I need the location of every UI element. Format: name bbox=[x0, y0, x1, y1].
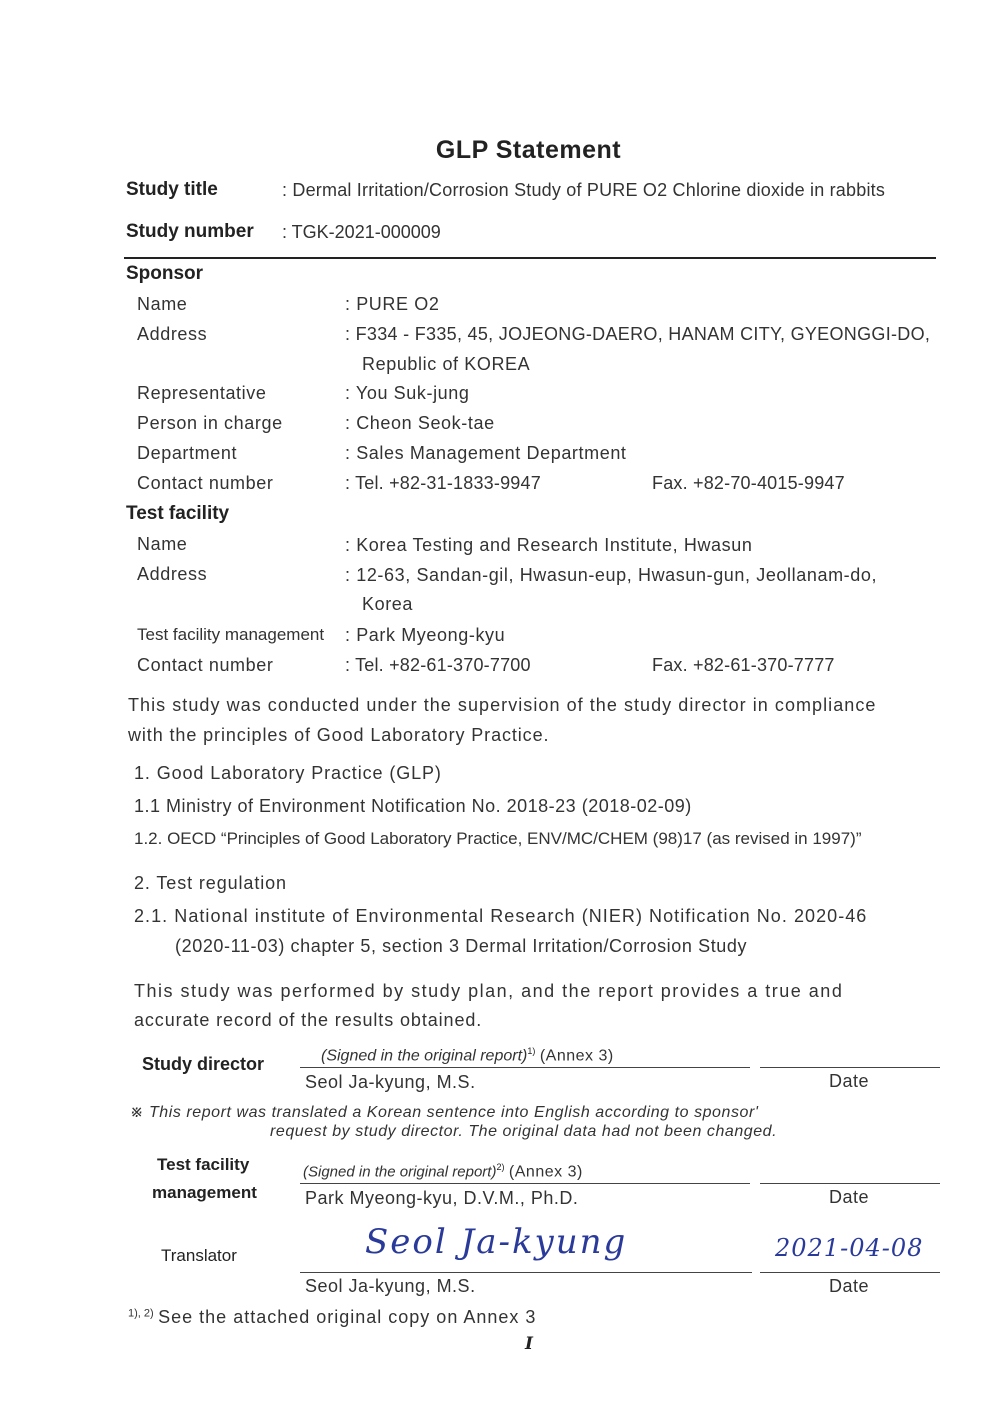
sponsor-address-label: Address bbox=[137, 324, 208, 344]
performed-line1: This study was performed by study plan, and the report provides a true and bbox=[134, 981, 844, 1001]
glp-item-2: 1.2. OECD “Principles of Good Laboratory Practice, ENV/MC/CHEM (98)17 (as revised in 1997)” bbox=[134, 829, 862, 848]
management-signature-line bbox=[300, 1183, 750, 1184]
translator-name: Seol Ja-kyung, M.S. bbox=[305, 1276, 476, 1296]
facility-heading: Test facility bbox=[126, 503, 230, 524]
translator-signature-line bbox=[300, 1272, 752, 1273]
sponsor-heading: Sponsor bbox=[126, 263, 204, 284]
translator-handwritten-date: 2021-04-08 bbox=[775, 1234, 924, 1262]
header-divider bbox=[124, 257, 936, 259]
management-annex: (Annex 3) bbox=[508, 1163, 583, 1181]
sponsor-name-label: Name bbox=[137, 294, 188, 314]
study-number-label: Study number bbox=[126, 221, 254, 242]
translator-date-label: Date bbox=[829, 1276, 870, 1296]
sponsor-person-label: Person in charge bbox=[137, 413, 283, 433]
sponsor-representative-value: : You Suk-jung bbox=[345, 383, 470, 403]
facility-address-line2: Korea bbox=[362, 594, 414, 614]
study-number-value: : TGK-2021-000009 bbox=[282, 222, 441, 242]
sponsor-address-line1: : F334 - F335, 45, JOJEONG-DAERO, HANAM CITY, GYEONGGI-DO, bbox=[345, 324, 931, 344]
regulation-heading: 2. Test regulation bbox=[134, 873, 287, 893]
facility-address-label: Address bbox=[137, 564, 208, 584]
director-label: Study director bbox=[142, 1054, 265, 1074]
management-signed-note bbox=[303, 1162, 583, 1181]
footnote bbox=[128, 1307, 536, 1328]
facility-name-value: : Korea Testing and Research Institute, Hwasun bbox=[345, 535, 753, 555]
facility-fax: Fax. +82-61-370-7777 bbox=[652, 655, 835, 675]
regulation-item-line1: 2.1. National institute of Environmental Research (NIER) Notification No. 2020-46 bbox=[134, 906, 868, 926]
glp-item-1: 1.1 Ministry of Environment Notification No. 2018-23 (2018-02-09) bbox=[134, 796, 692, 816]
statement-line2: with the principles of Good Laboratory Practice. bbox=[128, 725, 550, 745]
director-date-line bbox=[760, 1067, 940, 1068]
sponsor-contact-label: Contact number bbox=[137, 473, 274, 493]
facility-address-line1: : 12-63, Sandan-gil, Hwasun-eup, Hwasun-gun, Jeollanam-do, bbox=[345, 565, 878, 585]
sponsor-name-value: : PURE O2 bbox=[345, 294, 440, 314]
director-signature-line bbox=[300, 1067, 750, 1068]
management-name: Park Myeong-kyu, D.V.M., Ph.D. bbox=[305, 1188, 579, 1208]
page-number: I bbox=[525, 1334, 533, 1354]
sponsor-department-label: Department bbox=[137, 443, 238, 463]
sponsor-person-value: : Cheon Seok-tae bbox=[345, 413, 495, 433]
translator-date-line bbox=[760, 1272, 940, 1273]
facility-management-label: Test facility management bbox=[137, 625, 325, 644]
director-signed-text: (Signed in the original report) bbox=[321, 1047, 528, 1065]
management-label-line2: management bbox=[152, 1183, 257, 1202]
sponsor-tel: : Tel. +82-31-1833-9947 bbox=[345, 473, 541, 493]
footnote-text: See the attached original copy on Annex 3 bbox=[158, 1307, 537, 1327]
sponsor-department-value: : Sales Management Department bbox=[345, 443, 627, 463]
management-signed-text: (Signed in the original report) bbox=[303, 1163, 497, 1181]
sponsor-representative-label: Representative bbox=[137, 383, 267, 403]
page-title: GLP Statement bbox=[435, 136, 622, 164]
sponsor-address-line2: Republic of KOREA bbox=[362, 354, 531, 374]
translation-note-line2: request by study director. The original data had not been changed. bbox=[270, 1123, 778, 1140]
study-title-value: : Dermal Irritation/Corrosion Study of PURE O2 Chlorine dioxide in rabbits bbox=[282, 180, 886, 200]
study-title-label: Study title bbox=[126, 179, 218, 200]
management-footnote-mark: 2) bbox=[496, 1162, 505, 1172]
facility-name-label: Name bbox=[137, 534, 188, 554]
translation-note-line1: ※ This report was translated a Korean sentence into English according to sponsor' bbox=[130, 1104, 759, 1121]
management-date-line bbox=[760, 1183, 940, 1184]
footnote-marks: 1), 2) bbox=[128, 1307, 154, 1320]
facility-management-value: : Park Myeong-kyu bbox=[345, 625, 506, 645]
translator-label: Translator bbox=[161, 1246, 237, 1265]
regulation-item-line2: (2020-11-03) chapter 5, section 3 Dermal Irritation/Corrosion Study bbox=[175, 936, 748, 956]
glp-heading: 1. Good Laboratory Practice (GLP) bbox=[134, 763, 442, 783]
performed-line2: accurate record of the results obtained. bbox=[134, 1010, 483, 1030]
statement-line1: This study was conducted under the supervision of the study director in compliance bbox=[128, 695, 877, 715]
director-name: Seol Ja-kyung, M.S. bbox=[305, 1072, 476, 1092]
management-date-label: Date bbox=[829, 1187, 870, 1207]
sponsor-fax: Fax. +82-70-4015-9947 bbox=[652, 473, 845, 493]
facility-tel: : Tel. +82-61-370-7700 bbox=[345, 655, 531, 675]
director-footnote-mark: 1) bbox=[527, 1046, 536, 1056]
director-signed-note bbox=[321, 1046, 614, 1065]
facility-contact-label: Contact number bbox=[137, 655, 274, 675]
management-label-line1: Test facility bbox=[157, 1155, 250, 1174]
director-date-label: Date bbox=[829, 1071, 870, 1091]
translator-handwritten-signature: Seol Ja-kyung bbox=[365, 1222, 628, 1262]
director-annex: (Annex 3) bbox=[539, 1047, 614, 1065]
